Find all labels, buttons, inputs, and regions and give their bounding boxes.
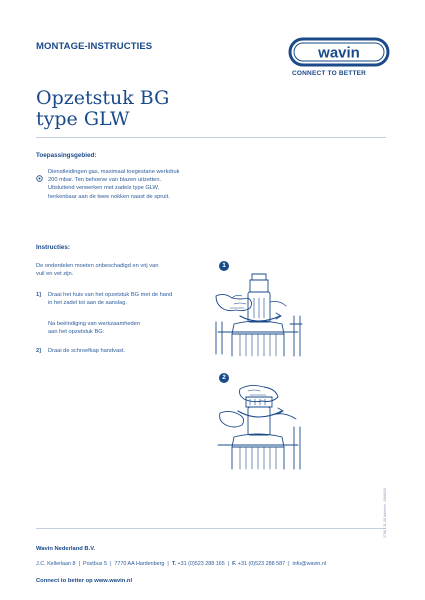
figure2-number-badge: 2 (219, 373, 229, 383)
divider-bottom (36, 528, 386, 529)
instructions-heading: Instructies: (36, 244, 70, 251)
postbus: Postbus 5 (82, 561, 107, 567)
city: 7770 AA Hardenberg (114, 561, 165, 567)
separator: | (167, 561, 169, 567)
fax-label: F. (232, 561, 237, 567)
company-name: Wavin Nederland B.V. (36, 546, 96, 552)
application-heading: Toepassingsgebied: (36, 152, 97, 159)
intro-line: vuil en vet zijn. (36, 271, 74, 278)
figure2-hand-tightening-cap-illustration (210, 383, 306, 471)
figure1-number-badge: 1 (219, 261, 229, 271)
completion-note (48, 320, 218, 336)
tel-number: +31 (0)523 288 165 (177, 561, 225, 567)
note-line: aan het opzetstuk BG: (48, 329, 105, 336)
figure1-hand-turning-housing-illustration (210, 272, 306, 360)
street-address: J.C. Kellerlaan 8 (36, 561, 76, 567)
product-title (36, 88, 169, 130)
tel-label: T. (171, 561, 177, 567)
separator: | (109, 561, 112, 567)
application-line: Dienstleidingen gas, maximaal toegestane werkdruk (48, 169, 180, 175)
step1-number: 1] (36, 292, 42, 298)
logo-wordmark: wavin (318, 44, 360, 62)
separator: | (288, 561, 290, 567)
note-line: Na beëindiging van werkzaamheden (48, 321, 141, 327)
email-link[interactable]: info@wavin.nl (292, 561, 327, 567)
wavin-logo (288, 37, 390, 67)
separator: | (227, 561, 230, 567)
step1-text (48, 291, 218, 307)
fax-number: +31 (0)523 288 587 (237, 561, 286, 567)
instructions-intro (36, 262, 211, 278)
brand-tagline: CONNECT TO BETTER (292, 70, 367, 77)
document-code: 1798 / 11-08 Artikelnr. 4068189 (383, 488, 387, 538)
intro-line: De onderdelen moeten onbeschadigd en vrij van (36, 263, 159, 269)
product-title-line2: type GLW (36, 108, 130, 130)
step1-line: in het zadel tot aan de aanslag. (48, 300, 128, 307)
divider-top (36, 137, 386, 138)
step2-text: Draai de schroefkap handvast. (48, 348, 126, 354)
website-link[interactable]: Connect to better op www.wavin.nl (36, 578, 133, 584)
document-type-label: MONTAGE-INSTRUCTIES (36, 41, 153, 52)
application-line: 200 mbar. Ten behoeve van blazen uitzetten. (48, 177, 162, 184)
application-text (48, 168, 228, 201)
application-line: Uitsluitend verwerken met zadels type GLW, (48, 185, 160, 192)
step1-line: Draai het huis van het opzetstuk BG met de hand (48, 292, 173, 298)
step2-number: 2] (36, 348, 42, 354)
product-title-line1: Opzetstuk BG (36, 87, 170, 109)
separator: | (78, 561, 80, 567)
circle-bullet-icon (36, 169, 43, 176)
application-line: herkenbaar aan de twee nokken naast de spruit. (48, 193, 170, 200)
company-address-line (36, 561, 326, 567)
